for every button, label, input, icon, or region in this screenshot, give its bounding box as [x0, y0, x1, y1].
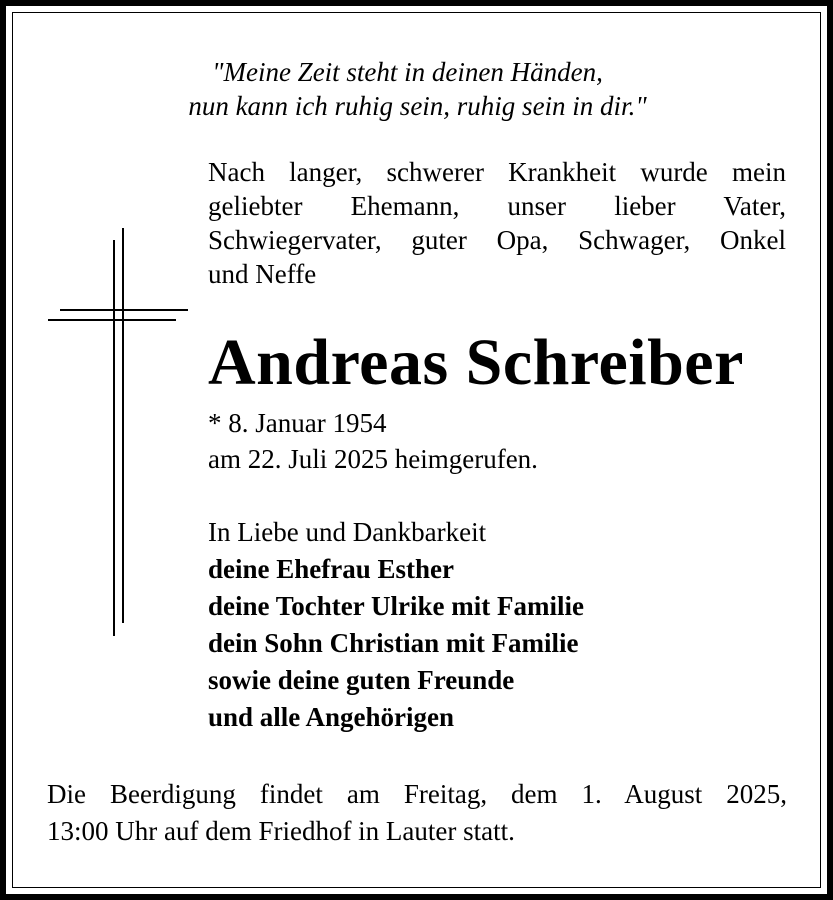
death-date: am 22. Juli 2025 heimgerufen.: [208, 444, 538, 474]
life-dates: [208, 405, 538, 477]
mourners-list: [208, 514, 584, 736]
motto-line-2: nun kann ich ruhig sein, ruhig sein in dir.": [188, 91, 647, 121]
intro-line: Schwiegervater, guter Opa, Schwager, Onkel: [208, 225, 786, 255]
intro-text: [208, 155, 786, 291]
funeral-line-2: 13:00 Uhr auf dem Friedhof in Lauter statt.: [47, 816, 515, 846]
motto-line-1: "Meine Zeit steht in deinen Händen,: [212, 57, 603, 87]
mourners-intro: In Liebe und Dankbarkeit: [208, 517, 487, 547]
mourner-entry: deine Ehefrau Esther: [208, 554, 454, 584]
cross-icon: [48, 228, 190, 638]
intro-line: und Neffe: [208, 259, 317, 289]
birth-date: * 8. Januar 1954: [208, 408, 387, 438]
mourner-entry: deine Tochter Ulrike mit Familie: [208, 591, 584, 621]
mourner-entry: dein Sohn Christian mit Familie: [208, 628, 579, 658]
mourner-entry: sowie deine guten Freunde: [208, 665, 515, 695]
funeral-line-1: Die Beerdigung findet am Freitag, dem 1. August 2025,: [47, 779, 787, 809]
intro-line: geliebter Ehemann, unser lieber Vater,: [208, 191, 786, 221]
funeral-notice: [47, 776, 787, 850]
intro-line: Nach langer, schwerer Krankheit wurde mein: [208, 157, 786, 187]
mourner-entry: und alle Angehörigen: [208, 702, 455, 732]
deceased-name: Andreas Schreiber: [208, 326, 744, 399]
